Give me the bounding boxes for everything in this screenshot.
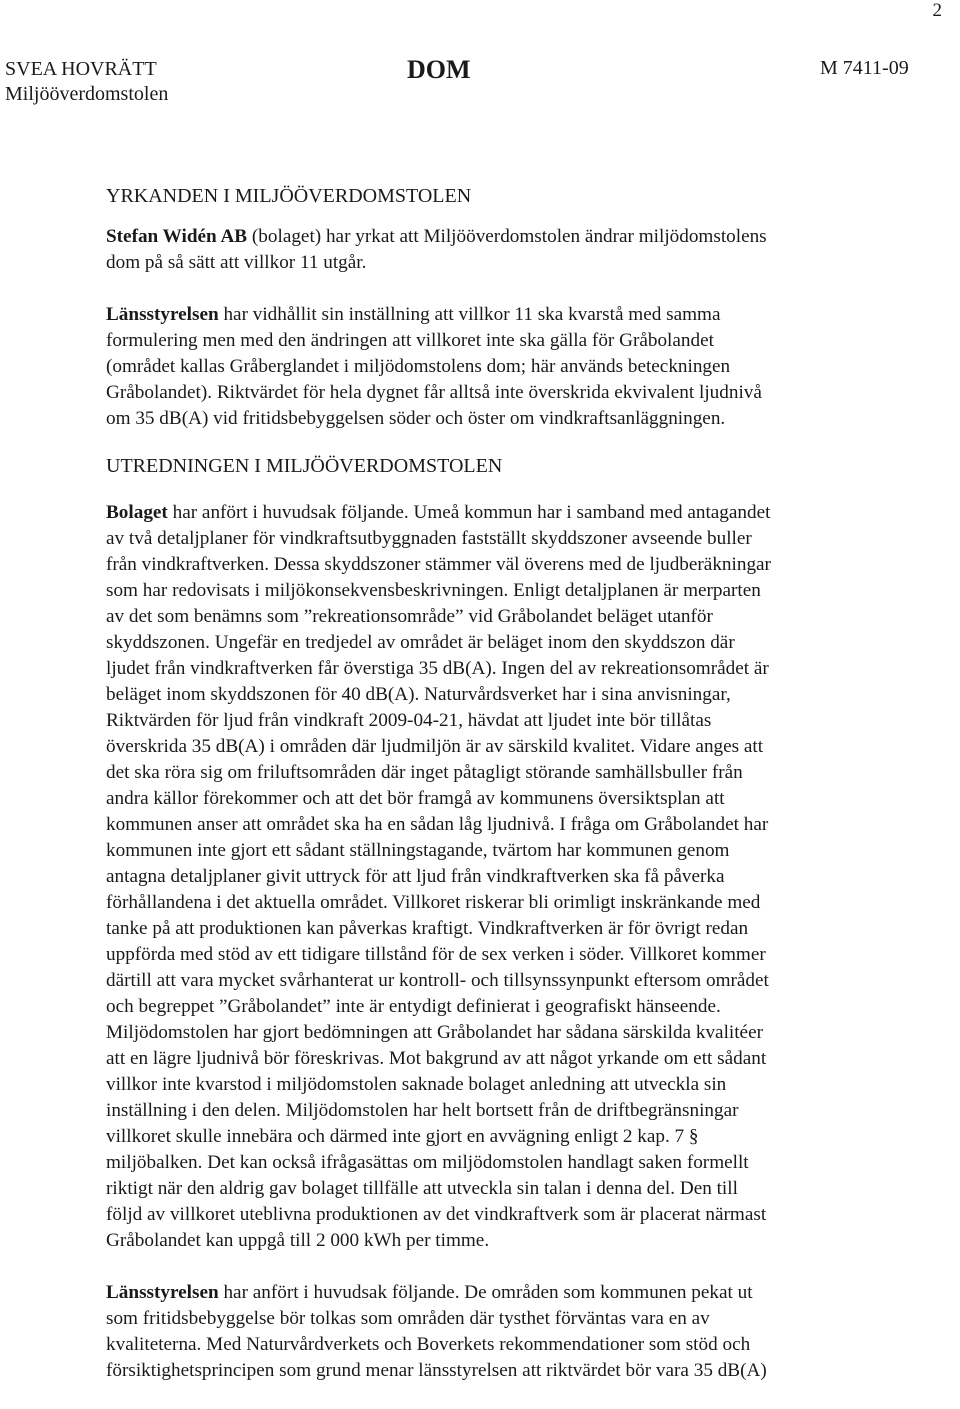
page-number: 2 (932, 0, 942, 21)
party-name: Länsstyrelsen (106, 1282, 219, 1303)
party-name: Bolaget (106, 502, 168, 523)
paragraph (106, 224, 896, 276)
court-division: Miljööverdomstolen (5, 83, 169, 105)
case-number: M 7411-09 (820, 57, 909, 79)
court-header (5, 57, 168, 107)
section-heading-investigation: UTREDNINGEN I MILJÖÖVERDOMSTOLEN (106, 455, 503, 477)
paragraph (106, 1280, 896, 1384)
section-heading-claims: YRKANDEN I MILJÖÖVERDOMSTOLEN (106, 185, 472, 207)
paragraph-text: har vidhållit sin inställning att villkor 11 ska kvarstå med samma formulering men med den ändringen att villkoret inte ska gälla för Gråbolandet (området kallas Gråberglandet i miljödomstolens dom; här används beteckningen Gråbolandet). Riktvärdet för hela dygnet får alltså inte överskrida ekvivalent ljudnivå om 35 dB(A) vid fritidsbebyggelsen söder och öster om vindkraftsanläggningen. (106, 304, 762, 429)
paragraph-text: (bolaget) har yrkat att Miljööverdomstolen ändrar miljödomstolens dom på så sätt att villkor 11 utgår. (106, 226, 767, 273)
document-body (106, 183, 896, 1384)
party-name: Stefan Widén AB (106, 226, 248, 247)
paragraph (106, 500, 896, 1254)
party-name: Länsstyrelsen (106, 304, 219, 325)
paragraph-text: har anfört i huvudsak följande. Umeå kommun har i samband med antagandet av två detaljplaner för vindkraftsutbyggnaden fastställt skyddszoner avseende buller från vindkraftverken. Dessa skyddszoner stämmer väl överens med de ljudberäkningar som har redovisats i miljökonsekvensbeskrivningen. Enligt detaljplanen är merparten av det som benämns som ”rekreationsområde” vid Gråbolandet beläget utanför skyddszonen. Ungefär en tredjedel av området är beläget inom den skyddszon där ljudet från vindkraftverken får överstiga 35 dB(A). Ingen del av rekreationsområdet är beläget inom skyddszonen för 40 dB(A). Naturvårdsverket har i sina anvisningar, Riktvärden för ljud från vindkraft 2009-04-21, hävdat att ljudet inte bör tillåtas överskrida 35 dB(A) i områden där ljudmiljön är av särskild kvalitet. Vidare anges att det ska röra sig om friluftsområden där inget påtagligt störande samhällsbuller från andra källor förekommer och att det bör framgå av kommunens översiktsplan att kommunen anser att området ska ha en sådan låg ljudnivå. I fråga om Gråbolandet har kommunen inte gjort ett sådant ställningstagande, tvärtom har kommunen genom antagna detaljplaner givit uttryck för att ljud från vindkraftverken ska få påverka förhållandena i det aktuella området. Villkoret riskerar bli orimligt inskränkande med tanke på att produktionen kan påverkas kraftigt. Vindkraftverken är för övrigt redan uppförda med stöd av ett tidigare tillstånd för de sex verken i söder. Villkoret kommer därtill att vara mycket svårhanterat ur kontroll- och tillsynssynpunkt eftersom området och begreppet ”Gråbolandet” inte är entydigt definierat i geografiskt hänseende. Miljödomstolen har gjort bedömningen att Gråbolandet har sådana särskilda kvalitéer att en lägre ljudnivå bör föreskrivas. Mot bakgrund av att något yrkande om ett sådant villkor inte kvarstod i miljödomstolen saknade bolaget anledning att utveckla sin inställning i den delen. Miljödomstolen har helt bortsett från de driftbegränsningar villkoret skulle innebära och därmed inte gjort en avvägning enligt 2 kap. 7 § miljöbalken. Det kan också ifrågasättas om miljödomstolen handlagt saken formellt riktigt när den aldrig gav bolaget tillfälle att utveckla sin talan i denna del. Den till följd av villkoret uteblivna produktionen av det vindkraftverk som är placerat närmast Gråbolandet kan uppgå till 2 000 kWh per timme. (106, 502, 771, 1251)
court-name: SVEA HOVRÄTT (5, 58, 157, 80)
paragraph-text: har anfört i huvudsak följande. De områden som kommunen pekat ut som fritidsbebyggelse bör tolkas som områden där tysthet förväntas vara en av kvaliteterna. Med Naturvårdverkets och Boverkets rekommendationer som stöd och försiktighetsprincipen som grund menar länsstyrelsen att riktvärdet bör vara 35 dB(A) (106, 1282, 767, 1381)
document-type: DOM (407, 55, 471, 84)
paragraph (106, 302, 896, 432)
